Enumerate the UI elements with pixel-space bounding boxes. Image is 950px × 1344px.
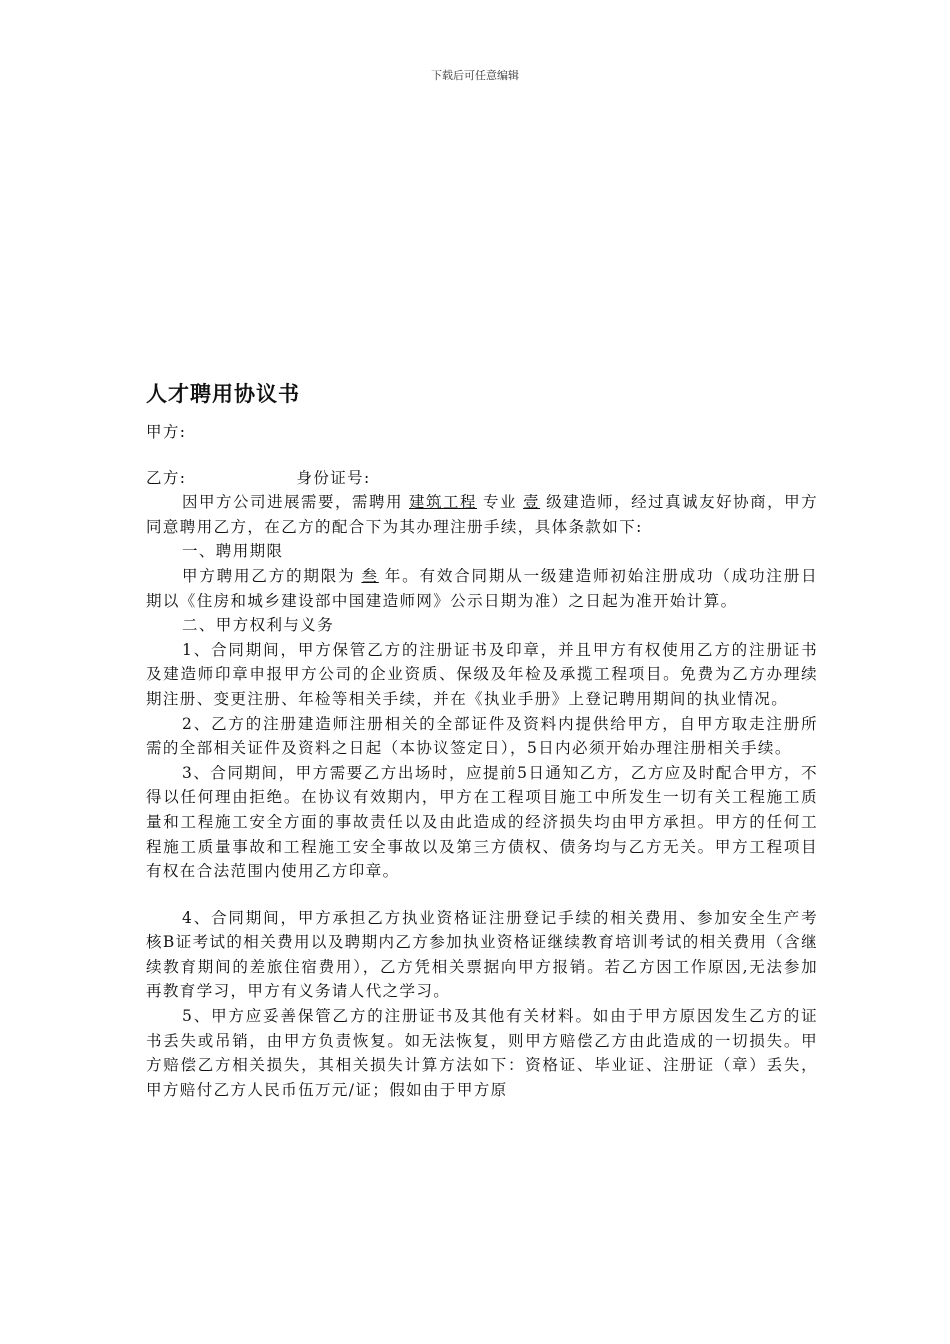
term-paragraph — [146, 564, 818, 613]
clause-5: 5、甲方应妥善保管乙方的注册证书及其他有关材料。如由于甲方原因发生乙方的证书丢失或吊销，由甲方负责恢复。如无法恢复，则甲方赔偿乙方由此造成的一切损失。甲方赔偿乙方相关损失，其相关损失计算方法如下：资格证、毕业证、注册证（章）丢失，甲方赔付乙方人民币伍万元/证；假如由于甲方原 — [146, 1007, 818, 1099]
party-b-label: 乙方: — [146, 468, 187, 487]
party-a-label: 甲方: — [146, 423, 187, 441]
intro-text-1: 因甲方公司进展需要，需聘用 — [182, 493, 404, 512]
header-note: 下载后可任意编辑 — [431, 69, 519, 82]
clause-1: 1、合同期间，甲方保管乙方的注册证书及印章，并且甲方有权使用乙方的注册证书及建造师印章申报甲方公司的企业资质、保级及年检及承揽工程项目。免费为乙方办理续期注册、变更注册、年检等相关手续，并在《执业手册》上登记聘用期间的执业情况。 — [146, 640, 818, 708]
intro-paragraph — [146, 490, 818, 539]
document-title: 人才聘用协议书 — [146, 382, 300, 406]
section-heading-term: 一、聘用期限 — [182, 542, 284, 561]
intro-text-2: 专业 — [483, 493, 518, 512]
document-body — [146, 378, 818, 1102]
section-heading-rights: 二、甲方权利与义务 — [182, 616, 335, 635]
term-text-2: 年。有效合同期从一级建造师初始注册成功（成功注册日期以《住房和城乡建设部中国建造师网》公示日期为准）之日起为准开始计算。 — [146, 566, 818, 610]
clause-2: 2、乙方的注册建造师注册相关的全部证件及资料内提供给甲方，自甲方取走注册所需的全部相关证件及资料之日起（本协议签定日），5日内必须开始办理注册相关手续。 — [146, 714, 818, 758]
years-field: 叁 — [361, 566, 379, 585]
intro-text-3: 级建造师，经过真诚友好协商，甲方同意聘用乙方，在乙方的配合下为其办理注册手续，具体条款如下: — [146, 493, 819, 536]
major-field: 建筑工程 — [409, 493, 478, 512]
party-b-line — [146, 466, 818, 491]
paragraph-gap — [146, 884, 818, 906]
term-text-1: 甲方聘用乙方的期限为 — [182, 566, 356, 585]
id-number-label: 身份证号: — [296, 468, 371, 487]
grade-field: 壹 — [523, 493, 541, 512]
clause-3: 3、合同期间，甲方需要乙方出场时，应提前5日通知乙方，乙方应及时配合甲方，不得以任何理由拒绝。在协议有效期内，甲方在工程项目施工中所发生一切有关工程施工质量和工程施工安全方面的事故责任以及由此造成的经济损失均由甲方承担。甲方的任何工程施工质量事故和工程施工安全事故以及第三方债权、债务均与乙方无关。甲方工程项目有权在合法范围内使用乙方印章。 — [146, 763, 818, 881]
clause-4: 4、合同期间，甲方承担乙方执业资格证注册登记手续的相关费用、参加安全生产考核B证考试的相关费用以及聘期内乙方参加执业资格证继续教育培训考试的相关费用（含继续教育期间的差旅住宿费用），乙方凭相关票据向甲方报销。若乙方因工作原因,无法参加再教育学习，甲方有义务请人代之学习。 — [146, 908, 818, 1001]
